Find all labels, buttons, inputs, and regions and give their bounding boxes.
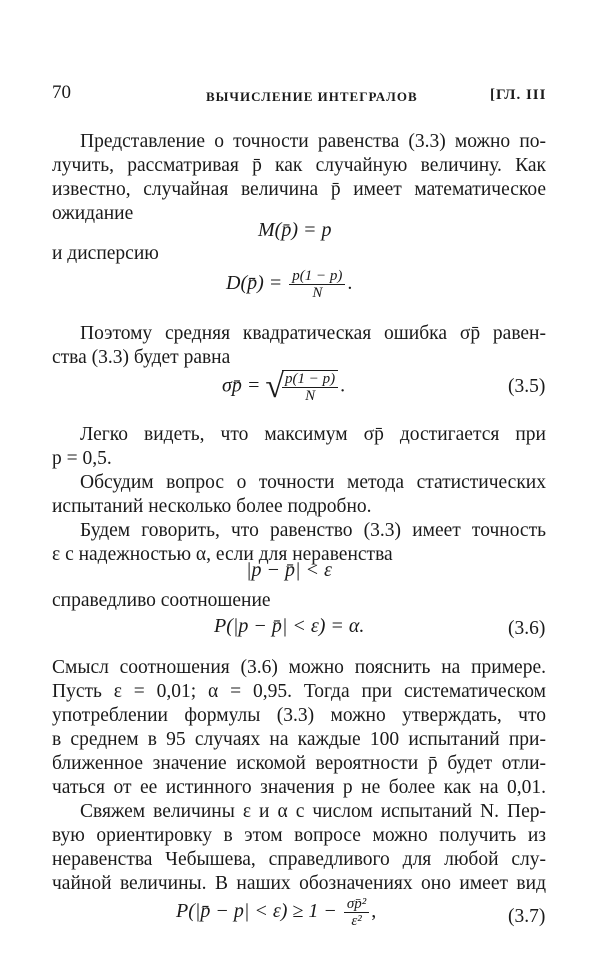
text-line: Пусть ε = 0,01; α = 0,95. Тогда при систематическом [52, 681, 546, 702]
equation-variance-left: D(p̄) = [226, 272, 283, 295]
text-line: справедливо соотношение [52, 590, 271, 611]
fraction-denominator: N [312, 285, 323, 301]
text-line: испытаний несколько более подробно. [52, 496, 372, 517]
equation-number: (3.7) [508, 906, 546, 927]
text-line: Свяжем величины ε и α с числом испытаний N. Пер- [80, 801, 546, 822]
text-line: ε с надежностью α, если для неравенства [52, 544, 393, 565]
text-line: Представление о точности равенства (3.3) можно по- [80, 131, 546, 152]
running-title: ВЫЧИСЛЕНИЕ ИНТЕГРАЛОВ [206, 89, 418, 104]
equation-inequality: |p − p̄| < ε [246, 559, 332, 581]
equation-sigma: σp̄ = √ $\frac{p(1 - p)}{N}$ . [222, 368, 346, 405]
fraction [344, 896, 369, 929]
text-line: вую ориентировку в этом вопросе можно получить из [52, 825, 546, 846]
text-line: известно, случайная величина p̄ имеет математическое [52, 179, 546, 200]
text-line: чайной величины. В наших обозначениях оно имеет вид [52, 873, 546, 894]
equation-number: (3.5) [508, 376, 546, 397]
text-line: в среднем в 95 случаях на каждые 100 испытаний при- [52, 729, 546, 750]
chapter-label: [ГЛ. III [490, 87, 547, 103]
sqrt-sign: √ [265, 368, 285, 405]
text-line: Будем говорить, что равенство (3.3) имеет точность [80, 520, 546, 541]
fraction-numerator: σp̄² [344, 896, 369, 913]
text-line: употреблении формулы (3.3) можно утверждать, что [52, 705, 546, 726]
fraction [289, 268, 345, 301]
fraction-numerator: p(1 − p) [282, 371, 338, 388]
equation-mean: M(p̄) = p [258, 219, 332, 241]
text-line: Легко видеть, что максимум σp̄ достигается при [80, 424, 546, 445]
equation-sigma-left: σp̄ = [222, 374, 261, 397]
equation-probability: P(|p − p̄| < ε) = α. [214, 615, 365, 637]
text-line: неравенства Чебышева, справедливого для любой слу- [52, 849, 546, 870]
fraction-denominator: N [305, 388, 316, 404]
text-line: ства (3.3) будет равна [52, 347, 231, 368]
text-line: Смысл соотношения (3.6) можно пояснить на примере. [52, 657, 546, 678]
equation-number: (3.6) [508, 618, 546, 639]
text-line: Поэтому средняя квадратическая ошибка σp̄ равен- [80, 323, 546, 344]
text-line: чаться от ее истинного значения p не более как на 0,01. [52, 777, 546, 798]
fraction [282, 370, 338, 404]
text-line: ожидание [52, 203, 134, 224]
equation-chebyshev-left: P(|p̄ − p| < ε) ≥ 1 − [176, 900, 337, 923]
fraction-numerator: p(1 − p) [289, 268, 345, 285]
text-line: лучить, рассматривая p̄ как случайную величину. Как [52, 155, 546, 176]
fraction-denominator: ε² [351, 913, 362, 929]
page-number: 70 [52, 82, 71, 103]
text-line: Обсудим вопрос о точности метода статистических [80, 472, 546, 493]
text-line: ближенное значение искомой вероятности p̄ будет отли- [52, 753, 546, 774]
equation-chebyshev: P(|p̄ − p| < ε) ≥ 1 − $\frac{\text{σp̄²}}{\text{ε²}}$ , [176, 896, 377, 929]
text-line: и дисперсию [52, 243, 159, 264]
text-line: p = 0,5. [52, 448, 112, 469]
equation-variance: D(p̄) = $\frac{p(1 - p)}{N}$ . [226, 268, 353, 301]
